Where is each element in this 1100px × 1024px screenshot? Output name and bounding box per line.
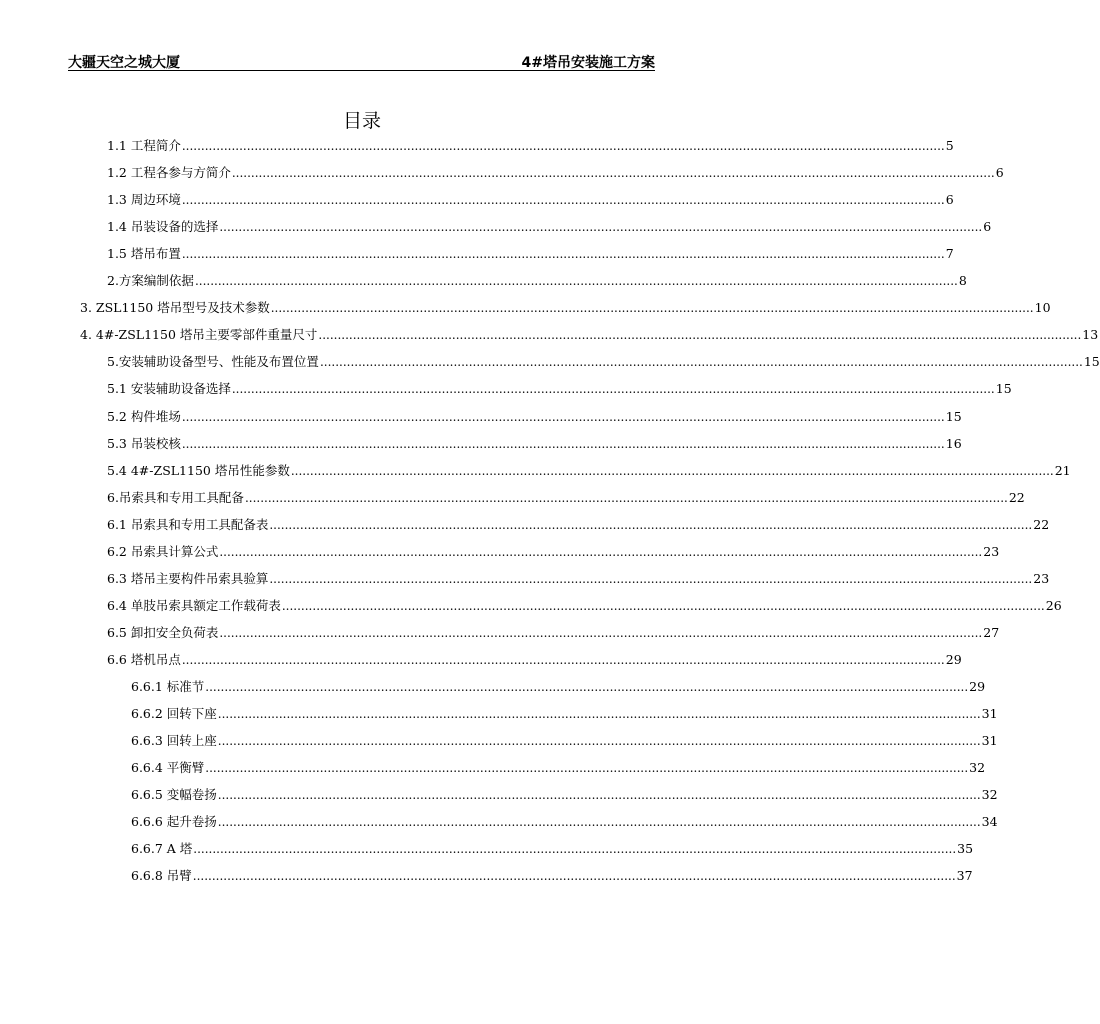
toc-entry-label: 1.5 塔吊布置 (107, 246, 181, 261)
toc-entry[interactable] (131, 705, 998, 723)
toc-entry-label: 6.吊索具和专用工具配备 (107, 490, 244, 505)
toc-title: 目录 (342, 110, 381, 132)
page-header (68, 50, 655, 71)
toc-entry[interactable] (107, 651, 962, 669)
toc-entry-label: 5.2 构件堆场 (107, 409, 181, 424)
toc-entry[interactable] (131, 840, 974, 858)
toc-leader-dots: ........................................................................................................................................................................................................ (217, 788, 981, 802)
toc-entry[interactable] (107, 597, 1062, 615)
toc-entry-label: 6.6.1 标准节 (131, 679, 205, 694)
toc-entry-label: 6.2 吊索具计算公式 (107, 544, 219, 559)
toc-entry-page: 34 (981, 814, 998, 829)
toc-entry-page: 35 (957, 841, 974, 856)
toc-leader-dots: ........................................................................................................................................................................................................ (217, 815, 981, 829)
toc-entry-page: 15 (995, 381, 1012, 396)
toc-entry-label: 3. ZSL1150 塔吊型号及技术参数 (80, 300, 270, 315)
toc-leader-dots: ........................................................................................................................................................................................................ (219, 545, 983, 559)
toc-entry[interactable] (107, 218, 992, 236)
toc-entry-page: 22 (1008, 490, 1025, 505)
toc-entry-label: 6.6.4 平衡臂 (131, 760, 205, 775)
toc-entry-page: 32 (969, 760, 986, 775)
toc-entry-page: 15 (945, 409, 962, 424)
toc-entry-page: 29 (945, 652, 962, 667)
toc-entry[interactable] (107, 570, 1050, 588)
toc-entry-label: 5.4 4#-ZSL1150 塔吊性能参数 (107, 463, 290, 478)
toc-entry-page: 21 (1054, 463, 1071, 478)
toc-entry-label: 5.3 吊装校核 (107, 436, 181, 451)
toc-leader-dots: ........................................................................................................................................................................................................ (319, 355, 1083, 369)
header-document-name: 4#塔吊安装施工方案 (521, 55, 655, 71)
toc-entry[interactable] (107, 435, 962, 453)
toc-entry-page: 22 (1033, 517, 1050, 532)
toc-entry-page: 26 (1045, 598, 1062, 613)
toc-entry[interactable] (131, 813, 998, 831)
toc-entry-page: 32 (981, 787, 998, 802)
toc-entry[interactable] (107, 516, 1050, 534)
toc-entry-page: 29 (969, 679, 986, 694)
toc-entry[interactable] (107, 624, 1000, 642)
toc-entry-page: 8 (958, 273, 967, 288)
toc-entry-label: 6.4 单肢吊索具额定工作载荷表 (107, 598, 281, 613)
toc-entry[interactable] (131, 786, 998, 804)
toc-entry[interactable] (107, 164, 1004, 182)
toc-entry-page: 7 (945, 246, 954, 261)
toc-entry-page: 37 (956, 868, 973, 883)
toc-leader-dots: ........................................................................................................................................................................................................ (193, 842, 957, 856)
toc-entry-label: 6.5 卸扣安全负荷表 (107, 625, 219, 640)
toc-entry-page: 6 (945, 192, 954, 207)
toc-leader-dots: ........................................................................................................................................................................................................ (244, 491, 1008, 505)
toc-entry-page: 15 (1083, 354, 1100, 369)
toc-entry[interactable] (107, 191, 954, 209)
toc-leader-dots: ........................................................................................................................................................................................................ (181, 139, 945, 153)
toc-entry-page: 27 (983, 625, 1000, 640)
toc-leader-dots: ........................................................................................................................................................................................................ (269, 518, 1033, 532)
toc-entry-page: 23 (983, 544, 1000, 559)
toc-entry-label: 6.6.8 吊臂 (131, 868, 192, 883)
toc-entry-page: 10 (1034, 300, 1051, 315)
toc-entry-label: 1.3 周边环境 (107, 192, 181, 207)
toc-entry-label: 6.6.6 起升卷扬 (131, 814, 217, 829)
toc-entry-label: 1.2 工程各参与方简介 (107, 165, 231, 180)
toc-entry[interactable] (107, 408, 962, 426)
toc-entry-label: 6.6.3 回转上座 (131, 733, 217, 748)
toc-entry[interactable] (107, 380, 1012, 398)
toc-leader-dots: ........................................................................................................................................................................................................ (217, 707, 981, 721)
toc-entry-label: 6.6.7 A 塔 (131, 841, 193, 856)
toc-entry[interactable] (107, 272, 967, 290)
toc-entry-page: 23 (1033, 571, 1050, 586)
toc-entry[interactable] (107, 489, 1025, 507)
toc-leader-dots: ........................................................................................................................................................................................................ (219, 220, 983, 234)
toc-leader-dots: ........................................................................................................................................................................................................ (181, 193, 945, 207)
toc-entry-label: 2.方案编制依据 (107, 273, 194, 288)
toc-leader-dots: ........................................................................................................................................................................................................ (281, 599, 1045, 613)
toc-entry[interactable] (107, 245, 954, 263)
toc-entry[interactable] (107, 137, 954, 155)
toc-entry[interactable] (80, 326, 1099, 344)
toc-entry[interactable] (107, 462, 1071, 480)
toc-entry-label: 5.1 安装辅助设备选择 (107, 381, 231, 396)
toc-entry-label: 4. 4#-ZSL1150 塔吊主要零部件重量尺寸 (80, 327, 318, 342)
toc-leader-dots: ........................................................................................................................................................................................................ (270, 301, 1034, 315)
toc-entry-label: 6.6.2 回转下座 (131, 706, 217, 721)
toc-entry-label: 6.6 塔机吊点 (107, 652, 181, 667)
toc-entry-label: 1.1 工程简介 (107, 138, 181, 153)
toc-entry-label: 6.3 塔吊主要构件吊索具验算 (107, 571, 269, 586)
toc-entry-label: 1.4 吊装设备的选择 (107, 219, 219, 234)
toc-entry[interactable] (131, 867, 973, 885)
toc-leader-dots: ........................................................................................................................................................................................................ (290, 464, 1054, 478)
toc-entry-page: 5 (945, 138, 954, 153)
toc-leader-dots: ........................................................................................................................................................................................................ (231, 382, 995, 396)
toc-entry[interactable] (131, 759, 986, 777)
toc-entry[interactable] (131, 732, 998, 750)
toc-leader-dots: ........................................................................................................................................................................................................ (205, 680, 969, 694)
toc-entry-label: 5.安装辅助设备型号、性能及布置位置 (107, 354, 319, 369)
toc-leader-dots: ........................................................................................................................................................................................................ (192, 869, 956, 883)
toc-entry[interactable] (131, 678, 986, 696)
toc-leader-dots: ........................................................................................................................................................................................................ (181, 247, 945, 261)
toc-leader-dots: ........................................................................................................................................................................................................ (318, 328, 1082, 342)
toc-entry-page: 6 (995, 165, 1004, 180)
toc-leader-dots: ........................................................................................................................................................................................................ (194, 274, 958, 288)
toc-leader-dots: ........................................................................................................................................................................................................ (181, 410, 945, 424)
toc-leader-dots: ........................................................................................................................................................................................................ (231, 166, 995, 180)
toc-leader-dots: ........................................................................................................................................................................................................ (217, 734, 981, 748)
toc-entry-page: 31 (981, 733, 998, 748)
toc-leader-dots: ........................................................................................................................................................................................................ (181, 653, 945, 667)
toc-entry-page: 31 (981, 706, 998, 721)
toc-leader-dots: ........................................................................................................................................................................................................ (181, 437, 945, 451)
toc-entry-page: 6 (983, 219, 992, 234)
toc-entry-label: 6.6.5 变幅卷扬 (131, 787, 217, 802)
toc-entry[interactable] (80, 299, 1051, 317)
toc-leader-dots: ........................................................................................................................................................................................................ (269, 572, 1033, 586)
toc-leader-dots: ........................................................................................................................................................................................................ (219, 626, 983, 640)
header-project-name: 大疆天空之城大厦 (68, 55, 180, 71)
toc-entry-page: 16 (945, 436, 962, 451)
toc-entry[interactable] (107, 543, 1000, 561)
toc-entry[interactable] (107, 353, 1100, 371)
toc-entry-label: 6.1 吊索具和专用工具配备表 (107, 517, 269, 532)
toc-entry-page: 13 (1082, 327, 1099, 342)
toc-leader-dots: ........................................................................................................................................................................................................ (205, 761, 969, 775)
